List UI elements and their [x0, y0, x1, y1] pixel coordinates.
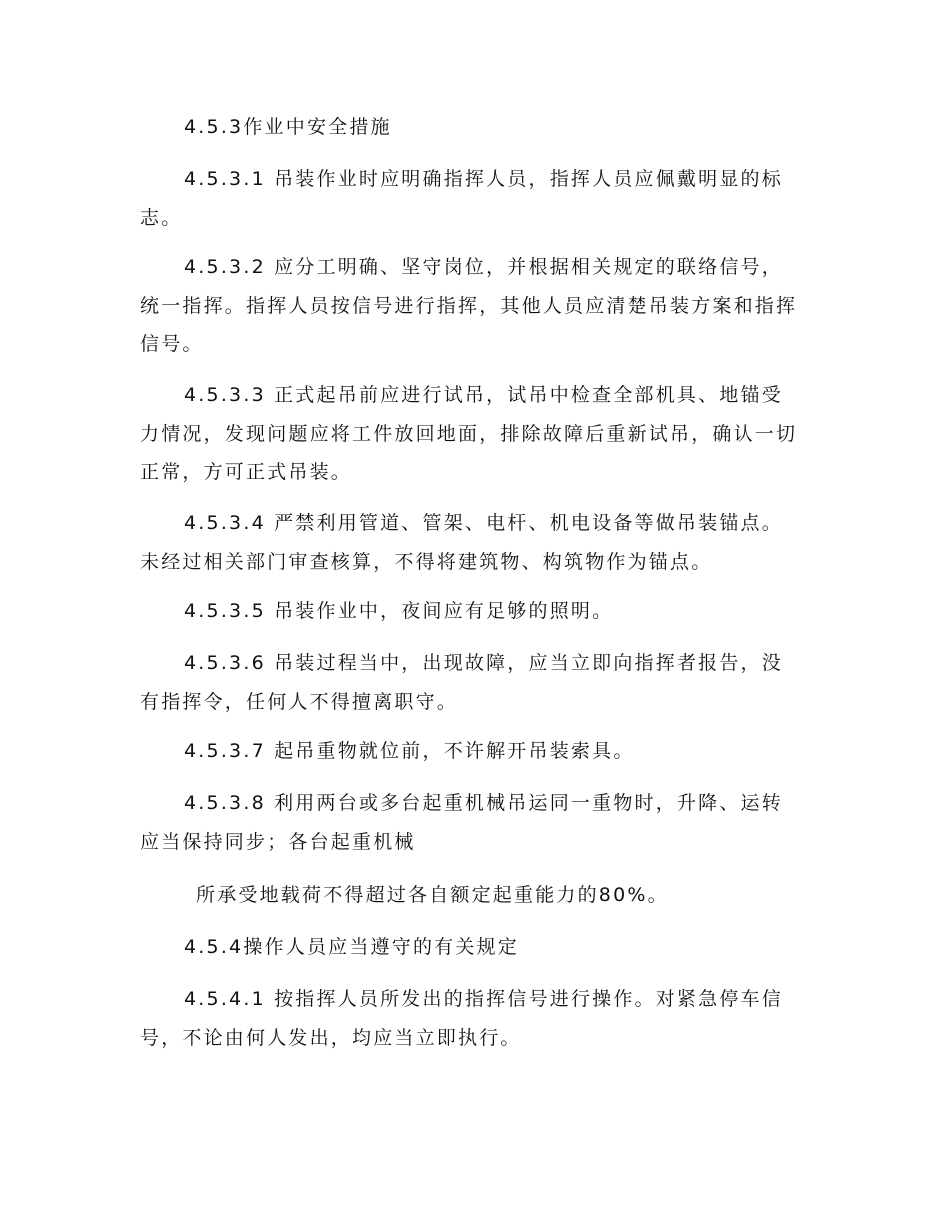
paragraph-4-5-3-8: 4.5.3.8 利用两台或多台起重机械吊运同一重物时，升降、运转应当保持同步；各台起重机械 — [140, 792, 783, 853]
section-heading-4-5-4: 4.5.4操作人员应当遵守的有关规定 — [184, 936, 519, 958]
paragraph-4-5-4-1: 4.5.4.1 按指挥人员所发出的指挥信号进行操作。对紧急停车信号，不论由何人发出，均应当立即执行。 — [140, 988, 783, 1049]
paragraph-4-5-3-5: 4.5.3.5 吊装作业中，夜间应有足够的照明。 — [184, 600, 614, 622]
paragraph-4-5-3-6: 4.5.3.6 吊装过程当中，出现故障，应当立即向指挥者报告，没有指挥令，任何人不得擅离职守。 — [140, 652, 783, 713]
section-heading-4-5-3: 4.5.3作业中安全措施 — [184, 116, 392, 138]
paragraph-4-5-3-2: 4.5.3.2 应分工明确、坚守岗位，并根据相关规定的联络信号，统一指挥。指挥人员按信号进行指挥，其他人员应清楚吊装方案和指挥信号。 — [140, 256, 798, 355]
paragraph-4-5-3-3: 4.5.3.3 正式起吊前应进行试吊，试吊中检查全部机具、地锚受力情况，发现问题应将工件放回地面，排除故障后重新试吊，确认一切正常，方可正式吊装。 — [140, 384, 798, 483]
paragraph-4-5-3-7: 4.5.3.7 起吊重物就位前，不许解开吊装索具。 — [184, 740, 635, 762]
paragraph-4-5-3-1: 4.5.3.1 吊装作业时应明确指挥人员，指挥人员应佩戴明显的标志。 — [140, 168, 783, 229]
paragraph-4-5-3-4: 4.5.3.4 严禁利用管道、管架、电杆、机电设备等做吊装锚点。未经过相关部门审查核算，不得将建筑物、构筑物作为锚点。 — [140, 512, 783, 573]
paragraph-4-5-3-8-continuation: 所承受地载荷不得超过各自额定起重能力的80%。 — [196, 884, 669, 906]
